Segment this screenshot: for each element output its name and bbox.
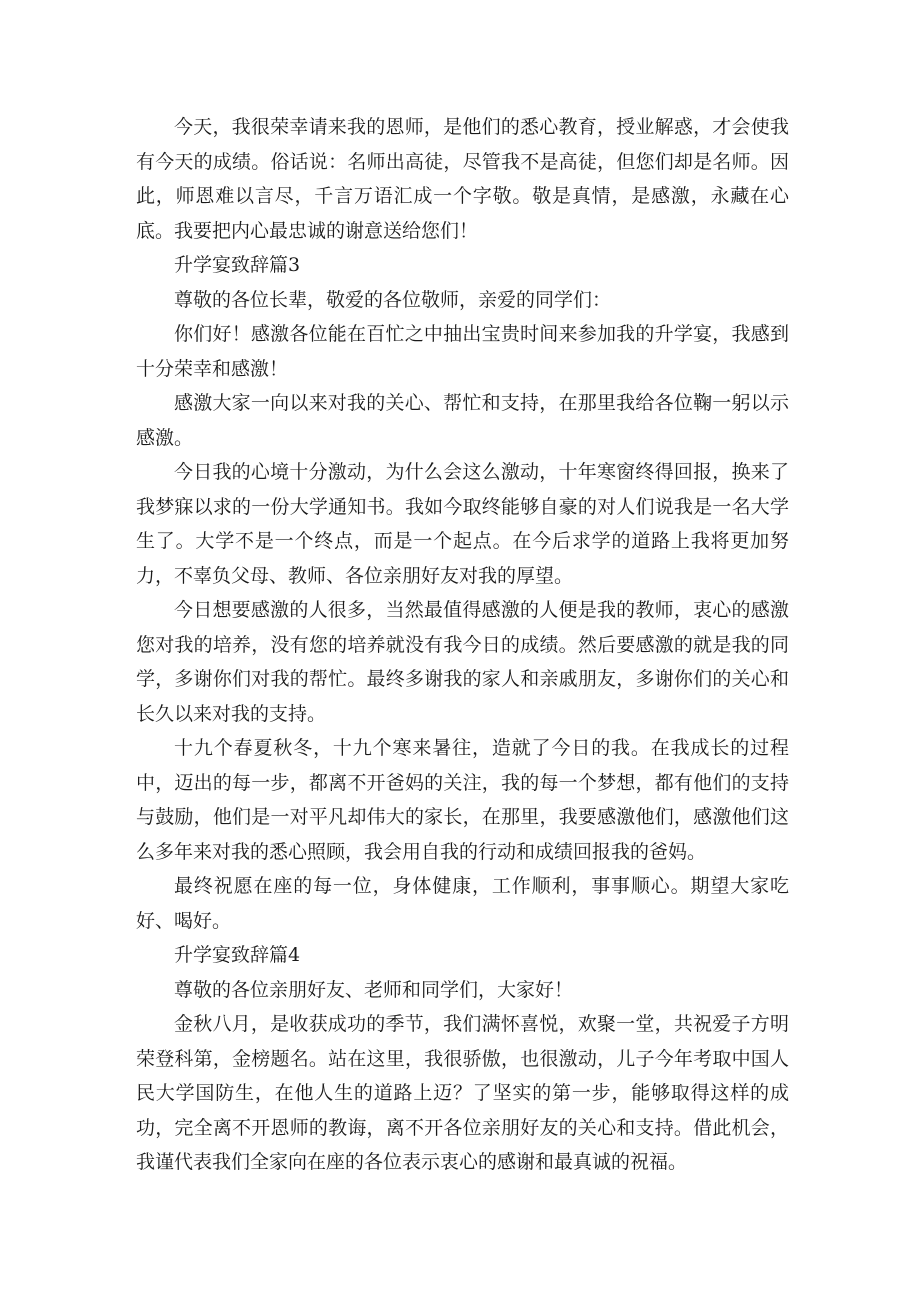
paragraph-autumn: 金秋八月，是收获成功的季节，我们满怀喜悦，欢聚一堂，共祝爱子方明荣登科第，金榜题名。站在这里，我很骄傲，也很激动，儿子今年考取中国人民大学国防生，在他人生的道路上迈？了坚实的第一步，能够取得这样的成功，完全离不开恩师的教诲，离不开各位亲朋好友的关心和支持。借此机会，我谨代表我们全家向在座的各位表示衷心的感谢和最真诚的祝福。 — [136, 1013, 789, 1173]
paragraph-mood: 今日我的心境十分激动，为什么会这么激动，十年寒窗终得回报，换来了我梦寐以求的一份大学通知书。我如今取终能够自豪的对人们说我是一名大学生了。大学不是一个终点，而是一个起点。在今后求学的道路上我将更加努力，不辜负父母、教师、各位亲朋好友对我的厚望。 — [136, 461, 789, 587]
paragraph-salutation: 尊敬的各位长辈，敬爱的各位敬师，亲爱的同学们： — [174, 288, 612, 311]
paragraph-greeting: 你们好！感激各位能在百忙之中抽出宝贵时间来参加我的升学宴，我感到十分荣幸和感激！ — [136, 323, 789, 380]
section-heading-4: 升学宴致辞篇4 — [174, 944, 301, 966]
section-heading-3: 升学宴致辞篇3 — [174, 254, 301, 276]
paragraph-closing-wishes: 最终祝愿在座的每一位，身体健康，工作顺利，事事顺心。期望大家吃好、喝好。 — [136, 875, 789, 932]
paragraph-thanks-teachers: 今日想要感激的人很多，当然最值得感激的人便是我的教师，衷心的感激您对我的培养，没有您的培养就没有我今日的成绩。然后要感激的就是我的同学，多谢你们对我的帮忙。最终多谢我的家人和亲戚朋友，多谢你们的关心和长久以来对我的支持。 — [136, 599, 789, 725]
paragraph-gratitude-teachers: 今天，我很荣幸请来我的恩师，是他们的悉心教育，授业解惑，才会使我有今天的成绩。俗话说：名师出高徒，尽管我不是高徒，但您们却是名师。因此，师恩难以言尽，千言万语汇成一个字敬。敬是真情，是感激，永藏在心底。我要把内心最忠诚的谢意送给您们！ — [136, 116, 789, 242]
paragraph-parents: 十九个春夏秋冬，十九个寒来暑往，造就了今日的我。在我成长的过程中，迈出的每一步，都离不开爸妈的关注，我的每一个梦想，都有他们的支持与鼓励，他们是一对平凡却伟大的家长，在那里，我要感激他们，感激他们这么多年来对我的悉心照顾，我会用自我的行动和成绩回报我的爸妈。 — [136, 737, 789, 863]
paragraph-thanks-bow: 感激大家一向以来对我的关心、帮忙和支持，在那里我给各位鞠一躬以示感激。 — [136, 392, 789, 449]
document-page — [136, 110, 789, 1180]
paragraph-salutation-2: 尊敬的各位亲朋好友、老师和同学们，大家好！ — [174, 978, 574, 1001]
